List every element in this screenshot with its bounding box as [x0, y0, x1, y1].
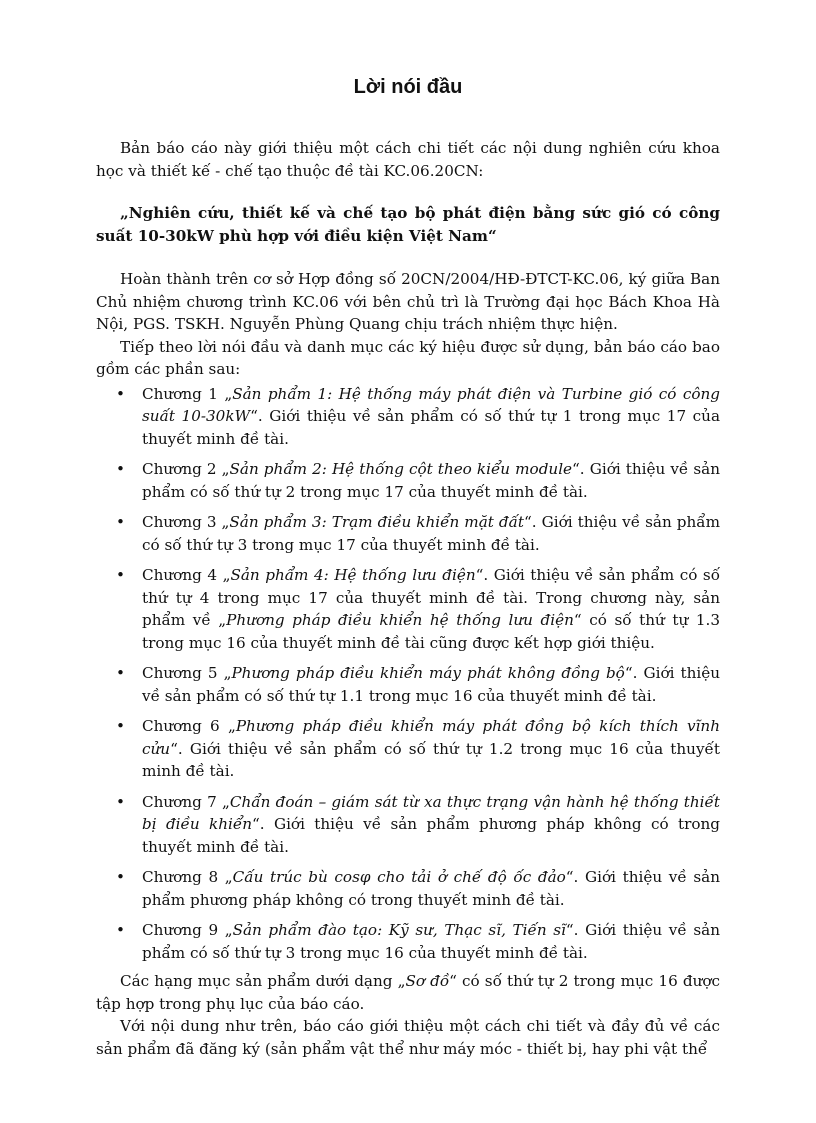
- chapter-name: Sản phẩm 4: Hệ thống lưu điện: [230, 566, 476, 584]
- chapter-desc: “. Giới thiệu về sản phẩm có số thứ tự 3 trong mục 16 của thuyết minh đề tài.: [142, 921, 720, 962]
- chapter-name: Phương pháp điều khiển máy phát đồng bộ kích thích vĩnh cửu: [142, 717, 720, 758]
- closing-paragraph: Với nội dung như trên, báo cáo giới thiệu một cách chi tiết và đầy đủ về các sản phẩm đã đăng ký (sản phẩm vật thể như máy móc - thiết bị, hay phi vật thể: [96, 1017, 720, 1058]
- chapter-desc: “. Giới thiệu về sản phẩm có số thứ tự 1.2 trong mục 16 của thuyết minh đề tài.: [142, 739, 720, 780]
- chapter-desc: “. Giới thiệu về sản phẩm có số thứ tự 1 trong mục 17 của thuyết minh đề tài.: [142, 407, 720, 448]
- chapter-name: Sản phẩm 3: Trạm điều khiển mặt đất: [229, 513, 524, 531]
- chapter-desc: “. Giới thiệu về sản phẩm phương pháp không có trong thuyết minh đề tài.: [142, 815, 720, 856]
- chapter-desc: “. Giới thiệu về sản phẩm có số thứ tự 1.1 trong mục 16 của thuyết minh đề tài.: [142, 664, 720, 705]
- chapter-name: Sản phẩm 1: Hệ thống máy phát điện và Turbine gió có công suất 10-30kW: [142, 384, 720, 425]
- intro-paragraph: Bản báo cáo này giới thiệu một cách chi tiết các nội dung nghiên cứu khoa học và thiết kế - chế tạo thuộc đề tài KC.06.20CN:: [96, 139, 720, 180]
- document-body: [96, 137, 720, 1060]
- bullet-icon: •: [116, 664, 125, 682]
- chapter-prefix: Chương 7 „: [142, 792, 230, 811]
- chapter-prefix: Chương 8 „: [142, 868, 233, 886]
- project-title: „Nghiên cứu, thiết kế và chế tạo bộ phát điện bằng sức gió có công suất 10-30kW phù hợp với điều kiện Việt Nam“: [96, 204, 720, 245]
- chapter-name: Cấu trúc bù cosφ cho tải ở chế độ ốc đảo: [232, 868, 566, 886]
- chapter-item-8: [96, 866, 720, 911]
- chapter-prefix: Chương 5 „: [142, 664, 232, 682]
- chapter-list: [96, 383, 720, 965]
- chapter-subname: Phương pháp điều khiển hệ thống lưu điện: [226, 611, 574, 629]
- chapter-item-1: [96, 383, 720, 451]
- chapter-item-2: [96, 458, 720, 503]
- chapter-item-5: [96, 662, 720, 707]
- diagram-pre: Các hạng mục sản phẩm dưới dạng „: [120, 972, 406, 990]
- chapter-prefix: Chương 3 „: [142, 513, 230, 531]
- chapter-name: Sản phẩm 2: Hệ thống cột theo kiểu module: [229, 460, 573, 478]
- chapter-subdesc: “ có số thứ tự 1.3 trong mục 16 của thuyết minh đề tài cũng được kết hợp giới thiệu.: [142, 611, 720, 652]
- chapter-prefix: Chương 6 „: [142, 717, 236, 735]
- page-title: Lời nói đầu: [353, 76, 463, 98]
- chapter-prefix: Chương 9 „: [142, 921, 233, 939]
- chapter-name: Sản phẩm đào tạo: Kỹ sư, Thạc sĩ, Tiến sĩ: [232, 921, 566, 939]
- chapter-name: Chẩn đoán – giám sát từ xa thực trạng vận hành hệ thống thiết bị điều khiển: [142, 792, 720, 833]
- chapter-desc: “. Giới thiệu về sản phẩm phương pháp không có trong thuyết minh đề tài.: [142, 868, 720, 909]
- bullet-icon: •: [116, 868, 125, 886]
- chapter-desc: “. Giới thiệu về sản phẩm có số thứ tự 4 trong mục 17 của thuyết minh đề tài. Trong chương này, sản phẩm về „: [142, 566, 720, 629]
- chapter-prefix: Chương 1 „: [142, 384, 233, 403]
- chapter-item-3: [96, 511, 720, 556]
- bullet-icon: •: [116, 384, 125, 403]
- chapter-prefix: Chương 2 „: [142, 460, 230, 478]
- chapter-item-9: [96, 919, 720, 964]
- chapter-desc: “. Giới thiệu về sản phẩm có số thứ tự 3 trong mục 17 của thuyết minh đề tài.: [142, 513, 720, 554]
- contract-paragraph: Hoàn thành trên cơ sở Hợp đồng số 20CN/2004/HĐ-ĐTCT-KC.06, ký giữa Ban Chủ nhiệm chương trình KC.06 với bên chủ trì là Trường đại học Bách Khoa Hà Nội, PGS. TSKH. Nguyễn Phùng Quang chịu trách nhiệm thực hiện.: [96, 270, 720, 333]
- diagram-paragraph: [96, 970, 720, 1015]
- bullet-icon: •: [116, 717, 125, 735]
- diagram-post: “ có số thứ tự 2 trong mục 16 được tập hợp trong phụ lục của báo cáo.: [96, 972, 721, 1013]
- diagram-name: Sơ đồ: [405, 972, 450, 990]
- bullet-icon: •: [116, 566, 125, 584]
- chapter-prefix: Chương 4 „: [142, 566, 231, 584]
- bullet-icon: •: [116, 921, 125, 939]
- bullet-icon: •: [116, 460, 125, 478]
- chapter-item-7: [96, 791, 720, 859]
- chapter-item-4: [96, 564, 720, 654]
- bullet-icon: •: [116, 792, 125, 811]
- chapter-item-6: [96, 715, 720, 783]
- chapter-name: Phương pháp điều khiển máy phát không đồng bộ: [231, 664, 625, 682]
- bullet-icon: •: [116, 513, 125, 531]
- structure-paragraph: Tiếp theo lời nói đầu và danh mục các ký hiệu được sử dụng, bản báo cáo bao gồm các phần sau:: [96, 337, 720, 378]
- chapter-desc: “. Giới thiệu về sản phẩm có số thứ tự 2 trong mục 17 của thuyết minh đề tài.: [142, 460, 720, 501]
